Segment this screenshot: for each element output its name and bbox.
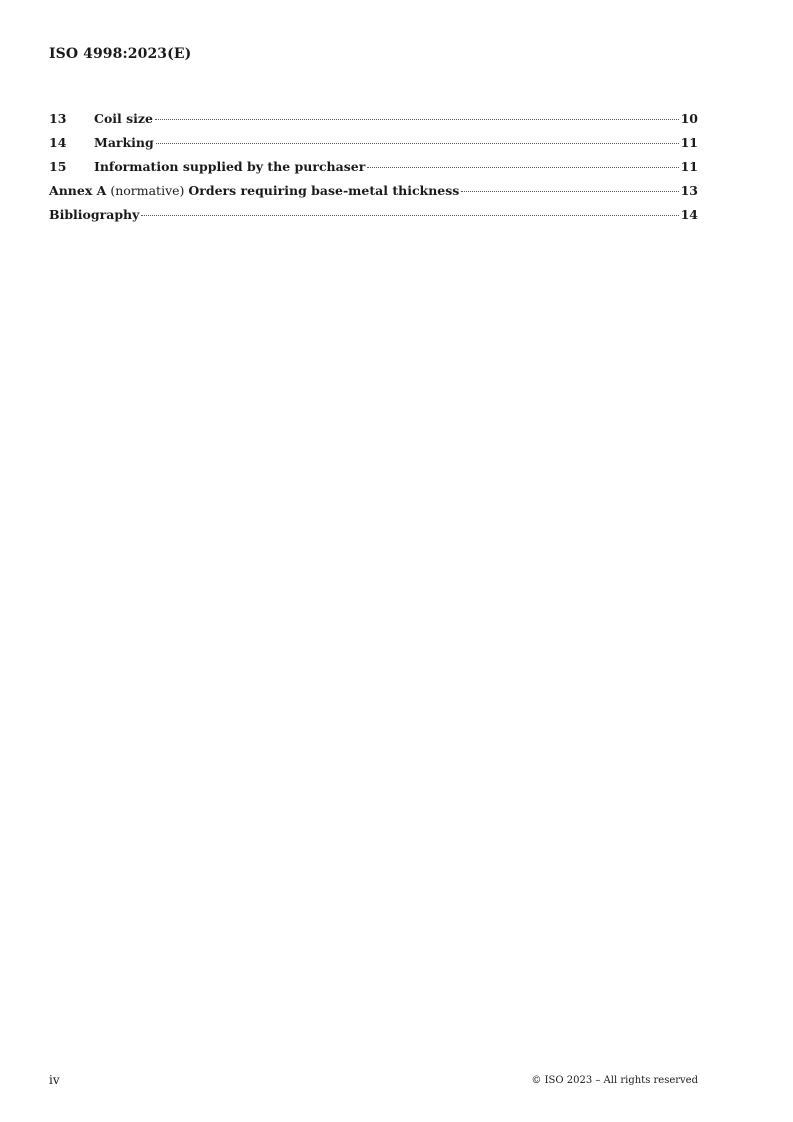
annex-qualifier: (normative) [106,183,189,198]
toc-entry-title: Bibliography [49,207,140,222]
table-of-contents [49,111,698,231]
toc-annex-title-group [49,183,459,198]
toc-entry-14[interactable] [49,135,698,159]
dot-leader [461,191,678,192]
dot-leader [156,143,679,144]
copyright-notice: © ISO 2023 – All rights reserved [531,1075,698,1086]
toc-entry-page: 13 [680,183,698,198]
toc-entry-13[interactable] [49,111,698,135]
toc-entry-15[interactable] [49,159,698,183]
toc-entry-page: 14 [680,207,698,222]
dot-leader [367,167,678,168]
annex-label: Annex A [49,183,107,198]
toc-entry-title: Information supplied by the purchaser [94,159,366,174]
page-number: iv [49,1073,60,1087]
toc-entry-annex-a[interactable] [49,183,698,207]
document-header: ISO 4998:2023(E) [49,46,192,62]
annex-title: Orders requiring base-metal thickness [188,183,460,198]
toc-entry-title: Marking [94,135,154,150]
toc-entry-page: 11 [680,135,698,150]
toc-entry-bibliography[interactable] [49,207,698,231]
dot-leader [155,119,679,120]
toc-entry-title: Coil size [94,111,153,126]
toc-entry-number: 14 [49,135,67,150]
toc-entry-number: 13 [49,111,67,126]
toc-entry-page: 10 [680,111,698,126]
toc-entry-page: 11 [680,159,698,174]
toc-entry-number: 15 [49,159,67,174]
dot-leader [141,215,678,216]
